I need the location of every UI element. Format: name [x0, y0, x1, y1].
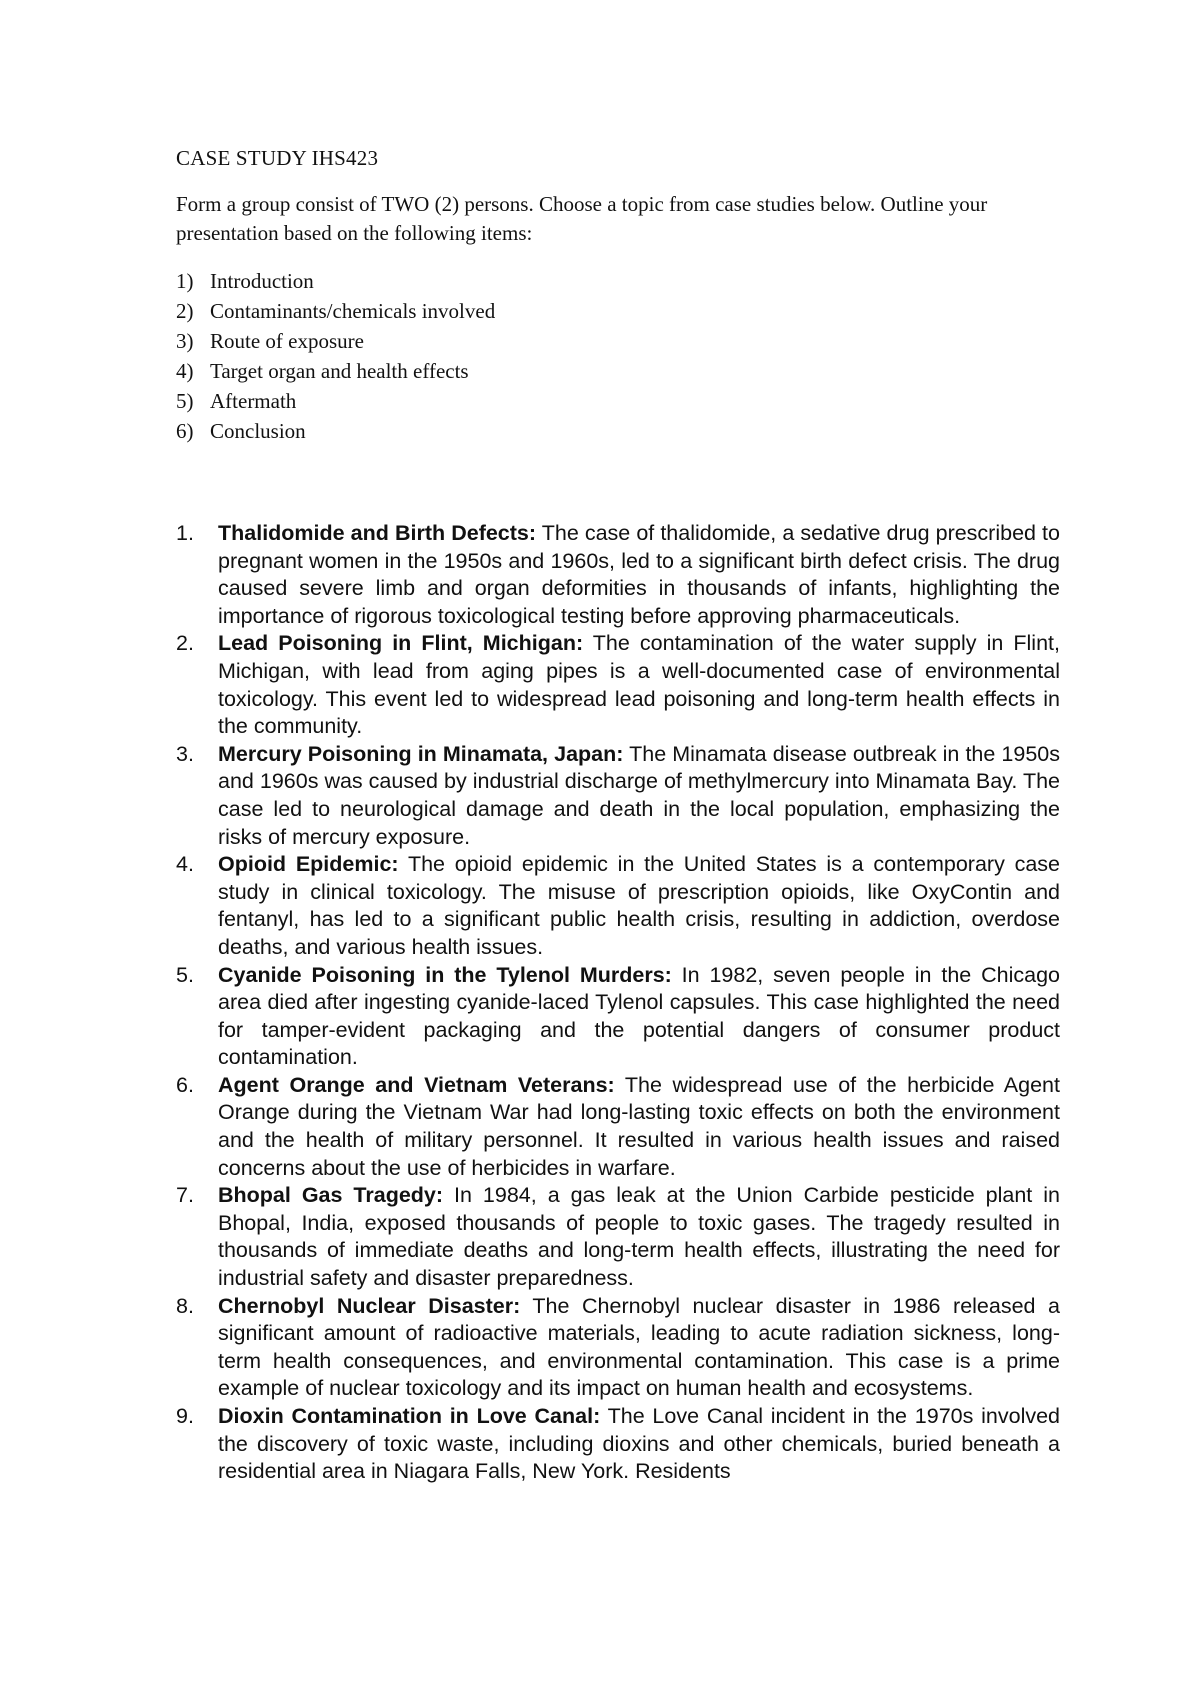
case-heading: Thalidomide and Birth Defects:	[218, 521, 537, 545]
outline-item-text: Conclusion	[210, 419, 306, 443]
outline-item	[176, 296, 776, 326]
case-study-item	[176, 1072, 1060, 1182]
case-heading: Bhopal Gas Tragedy:	[218, 1183, 444, 1208]
case-heading: Agent Orange and Vietnam Veterans:	[218, 1072, 615, 1097]
case-study-item	[176, 1403, 1060, 1486]
case-description: In 1984, a gas leak at the Union Carbide pesticide plant in Bhopal, India, exposed thousands of people to toxic gases. The tragedy resulted in thousands of immediate deaths and long-term health effects, illustrating the need for industrial safety and disaster preparedness.	[218, 1183, 1060, 1291]
outline-item	[176, 416, 776, 446]
case-study-item	[176, 1182, 1060, 1292]
case-number: 7.	[176, 1183, 194, 1208]
case-heading: Cyanide Poisoning in the Tylenol Murders:	[218, 962, 672, 987]
case-study-item	[176, 520, 1060, 630]
case-study-item	[176, 851, 1060, 961]
outline-item	[176, 326, 776, 356]
outline-item-text: Target organ and health effects	[210, 359, 469, 383]
case-description: The Love Canal incident in the 1970s involved the discovery of toxic waste, including dioxins and other chemicals, buried beneath a residential area in Niagara Falls, New York. Residents	[218, 1404, 1061, 1484]
case-heading: Chernobyl Nuclear Disaster:	[218, 1293, 521, 1318]
outline-item-text: Aftermath	[210, 389, 297, 413]
outline-item	[176, 266, 776, 296]
outline-item-text: Route of exposure	[210, 329, 364, 353]
case-description: The contamination of the water supply in Flint, Michigan, with lead from aging pipes is a well-documented case of environmental toxicology. This event led to widespread lead poisoning and long-term health effects in the community.	[218, 631, 1060, 739]
case-number: 3.	[176, 741, 194, 766]
instructions-paragraph: Form a group consist of TWO (2) persons. Choose a topic from case studies below. Outline your presentation based on the following items:	[176, 192, 988, 245]
outline-item-text: Introduction	[210, 269, 314, 293]
outline-item-number: 5)	[176, 389, 194, 413]
case-description: The opioid epidemic in the United States is a contemporary case study in clinical toxicology. The misuse of prescription opioids, like OxyContin and fentanyl, has led to a significant public health crisis, resulting in addiction, overdose deaths, and various health issues.	[218, 852, 1061, 959]
case-number: 4.	[176, 852, 194, 877]
case-heading: Opioid Epidemic:	[218, 852, 399, 877]
case-number: 1.	[176, 521, 194, 545]
outline-item-number: 2)	[176, 299, 194, 323]
case-description: The Chernobyl nuclear disaster in 1986 released a significant amount of radioactive materials, leading to acute radiation sickness, long-term health consequences, and environmental contamination. This case is a prime example of nuclear toxicology and its impact on human health and ecosystems.	[218, 1293, 1060, 1401]
case-number: 6.	[176, 1072, 194, 1097]
case-description: The Minamata disease outbreak in the 1950s and 1960s was caused by industrial discharge of methylmercury into Minamata Bay. The case led to neurological damage and death in the local population, emphasizing the risks of mercury exposure.	[218, 741, 1060, 849]
document-title: CASE STUDY IHS423	[176, 146, 379, 170]
case-number: 2.	[176, 631, 194, 656]
case-description: The case of thalidomide, a sedative drug prescribed to pregnant women in the 1950s and 1960s, led to a significant birth defect crisis. The drug caused severe limb and organ deformities in thousands of infants, highlighting the importance of rigorous toxicological testing before approving pharmaceuticals.	[218, 521, 1060, 628]
outline-item	[176, 386, 776, 416]
case-studies-list	[176, 520, 1060, 1486]
presentation-outline-list	[176, 266, 776, 446]
case-study-item	[176, 962, 1060, 1072]
case-number: 5.	[176, 962, 194, 987]
outline-item-number: 4)	[176, 359, 194, 383]
case-number: 9.	[176, 1404, 194, 1428]
outline-item-number: 6)	[176, 419, 194, 443]
outline-item-number: 1)	[176, 269, 194, 293]
case-heading: Dioxin Contamination in Love Canal:	[218, 1404, 601, 1428]
case-heading: Lead Poisoning in Flint, Michigan:	[218, 631, 584, 656]
outline-item-text: Contaminants/chemicals involved	[210, 299, 496, 323]
outline-item-number: 3)	[176, 329, 194, 353]
case-description: The widespread use of the herbicide Agent Orange during the Vietnam War had long-lasting toxic effects on both the environment and the health of military personnel. It resulted in various health issues and raised concerns about the use of herbicides in warfare.	[218, 1072, 1060, 1180]
case-heading: Mercury Poisoning in Minamata, Japan:	[218, 741, 624, 766]
case-study-item	[176, 630, 1060, 740]
case-study-item	[176, 1293, 1060, 1403]
case-number: 8.	[176, 1293, 194, 1318]
case-description: In 1982, seven people in the Chicago area died after ingesting cyanide-laced Tylenol capsules. This case highlighted the need for tamper-evident packaging and the potential dangers of consumer product contamination.	[218, 962, 1060, 1070]
outline-item	[176, 356, 776, 386]
case-study-item	[176, 741, 1060, 851]
